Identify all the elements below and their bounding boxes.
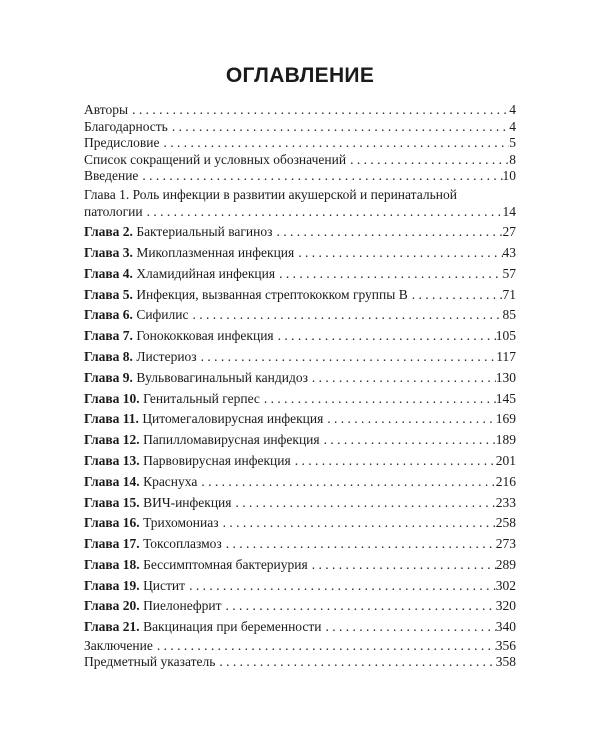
chapter-number: Глава 8. <box>84 349 133 365</box>
chapter-number: Глава 17. <box>84 536 140 552</box>
chapter-number: Глава 4. <box>84 265 133 281</box>
toc-entry-page: 258 <box>495 515 516 531</box>
toc-entry-label: Микоплазменная инфекция <box>136 245 295 261</box>
dot-leader <box>185 578 496 595</box>
chapter-number: Глава 5. <box>84 286 133 302</box>
toc-entry[interactable] <box>84 557 516 574</box>
toc-entry-label: Хламидийная инфекция <box>136 265 276 281</box>
toc-entry[interactable] <box>84 266 516 283</box>
toc-entry-label: Генитальный герпес <box>143 390 260 406</box>
toc-entry-page: 117 <box>496 349 516 365</box>
toc-entry-label: Вульвовагинальный кандидоз <box>136 369 308 385</box>
dot-leader <box>197 349 497 366</box>
dot-leader <box>322 619 496 636</box>
dot-leader <box>188 307 502 324</box>
toc-entry-label: Список сокращений и условных обозначений <box>84 151 347 167</box>
toc-entry-page: 71 <box>502 286 516 302</box>
dot-leader <box>308 370 496 387</box>
toc-entry[interactable] <box>84 638 516 655</box>
chapter-number: Глава 10. <box>84 390 140 406</box>
toc-entry[interactable] <box>84 578 516 595</box>
chapter-number: Глава 21. <box>84 619 140 635</box>
toc-entry-label: Краснуха <box>143 473 198 489</box>
toc-entry-label: Цистит <box>143 577 186 593</box>
chapter-number: Глава 1. <box>84 186 130 202</box>
dot-leader <box>222 598 496 615</box>
toc-entry-first-line <box>84 187 516 204</box>
toc-entry-page: 8 <box>509 151 516 167</box>
toc-entry-label: Предисловие <box>84 135 160 151</box>
toc-entry-page: 27 <box>502 224 516 240</box>
toc-entry[interactable] <box>84 411 516 428</box>
chapter-number: Глава 15. <box>84 494 140 510</box>
toc-entry-page: 201 <box>495 452 516 468</box>
dot-leader <box>320 432 496 449</box>
toc-entry[interactable] <box>84 135 516 152</box>
toc-entry-page: 105 <box>495 328 516 344</box>
dot-leader <box>153 638 496 655</box>
toc-entry-label: ВИЧ-инфекция <box>143 494 232 510</box>
toc-entry-page: 43 <box>502 245 516 261</box>
toc-entry-label: Сифилис <box>136 307 189 323</box>
chapter-number: Глава 9. <box>84 369 133 385</box>
dot-leader <box>138 168 502 185</box>
chapter-number: Глава 14. <box>84 473 140 489</box>
toc-entry-page: 85 <box>502 307 516 323</box>
dot-leader <box>323 411 495 428</box>
toc-entry-label: Пиелонефрит <box>143 598 222 614</box>
toc-entry-page: 4 <box>509 118 516 134</box>
dot-leader <box>143 204 503 221</box>
toc-entry-label: Введение <box>84 168 139 184</box>
toc-entry[interactable] <box>84 370 516 387</box>
toc-entry[interactable] <box>84 598 516 615</box>
chapter-number: Глава 16. <box>84 515 140 531</box>
toc-entry-page: 340 <box>495 619 516 635</box>
dot-leader <box>128 102 509 119</box>
toc-entry[interactable] <box>84 349 516 366</box>
toc-entry-label: Трихомониаз <box>143 515 219 531</box>
toc-entry-label: Авторы <box>84 102 129 117</box>
toc-entry-chapter-1[interactable] <box>84 187 516 220</box>
toc-entry-page: 5 <box>509 135 516 151</box>
toc-entry[interactable] <box>84 654 516 671</box>
toc-entry-page: 358 <box>495 654 516 670</box>
toc-entry-page: 233 <box>495 494 516 510</box>
dot-leader <box>232 495 496 512</box>
chapter-number: Глава 3. <box>84 245 133 261</box>
dot-leader <box>260 391 496 408</box>
toc-entry-page: 216 <box>495 473 516 489</box>
toc-entry[interactable] <box>84 287 516 304</box>
chapter-number: Глава 11. <box>84 411 139 427</box>
toc-entry[interactable] <box>84 307 516 324</box>
toc-entry[interactable] <box>84 119 516 136</box>
toc-entry-page: 57 <box>502 265 516 281</box>
toc-entry-label: Предметный указатель <box>84 654 216 670</box>
dot-leader <box>408 287 503 304</box>
toc-entry-label: Гонококковая инфекция <box>136 328 274 344</box>
toc-entry-label: патологии <box>84 203 143 219</box>
dot-leader <box>275 266 502 283</box>
page-title: ОГЛАВЛЕНИЕ <box>225 64 375 87</box>
toc-entry-page: 10 <box>502 168 516 184</box>
toc-entry-page: 169 <box>495 411 516 427</box>
toc-entry-label: Цитомегаловирусная инфекция <box>142 411 324 427</box>
toc-entry-label: Бессимптомная бактериурия <box>143 556 308 572</box>
toc-entry-label: Папилломавирусная инфекция <box>143 432 320 448</box>
toc-entry-label: Токсоплазмоз <box>143 536 222 552</box>
toc-entry-label: Парвовирусная инфекция <box>143 452 291 468</box>
toc-entry-label: Листериоз <box>136 349 197 365</box>
dot-leader <box>168 119 509 136</box>
toc-entry[interactable] <box>84 152 516 169</box>
toc-entry[interactable] <box>84 619 516 636</box>
dot-leader <box>274 328 496 345</box>
toc-entry[interactable] <box>84 432 516 449</box>
toc-entry-page: 356 <box>495 637 516 653</box>
dot-leader <box>215 654 495 671</box>
chapter-number: Глава 12. <box>84 432 140 448</box>
toc-entry[interactable] <box>84 474 516 491</box>
chapter-number: Глава 19. <box>84 577 140 593</box>
toc-entry-label: Вакцинация при беременности <box>143 619 322 635</box>
toc-entry-label: Заключение <box>84 637 153 653</box>
toc-entry-label: Благодарность <box>84 118 168 134</box>
toc-entry[interactable] <box>84 224 516 241</box>
toc-entry-page: 189 <box>495 432 516 448</box>
toc-entry-page: 4 <box>509 102 516 117</box>
chapter-number: Глава 6. <box>84 307 133 323</box>
chapter-number: Глава 7. <box>84 328 133 344</box>
toc-entry-page: 289 <box>495 556 516 572</box>
dot-leader <box>346 152 509 169</box>
toc-entry-page: 14 <box>502 203 516 219</box>
toc-entry-page: 273 <box>495 536 516 552</box>
toc-entry[interactable] <box>84 328 516 345</box>
toc-entry[interactable] <box>84 245 516 262</box>
dot-leader <box>308 557 496 574</box>
toc-entry[interactable] <box>84 391 516 408</box>
toc-entry-label: Инфекция, вызванная стрептококком группы В <box>136 286 408 302</box>
toc-entry[interactable] <box>84 536 516 553</box>
toc-entry-page: 145 <box>495 390 516 406</box>
chapter-number: Глава 13. <box>84 452 140 468</box>
chapter-number: Глава 2. <box>84 224 133 240</box>
chapter-number: Глава 20. <box>84 598 140 614</box>
toc-entry[interactable] <box>84 515 516 532</box>
toc-entry-label-line1: Роль инфекции в развитии акушерской и перинатальной <box>132 186 457 202</box>
chapter-number: Глава 18. <box>84 556 140 572</box>
toc-list <box>84 102 516 671</box>
dot-leader <box>294 245 502 262</box>
dot-leader <box>197 474 495 491</box>
dot-leader <box>291 453 496 470</box>
dot-leader <box>272 224 502 241</box>
toc-entry-page: 130 <box>495 369 516 385</box>
toc-entry-page: 320 <box>495 598 516 614</box>
toc-entry[interactable] <box>84 453 516 470</box>
toc-entry[interactable] <box>84 168 516 185</box>
toc-entry[interactable] <box>84 102 516 119</box>
dot-leader <box>219 515 496 532</box>
toc-entry-page: 302 <box>495 577 516 593</box>
toc-entry[interactable] <box>84 495 516 512</box>
toc-entry-second-line <box>84 204 516 221</box>
dot-leader <box>222 536 496 553</box>
dot-leader <box>159 135 509 152</box>
toc-entry-label: Бактериальный вагиноз <box>136 224 273 240</box>
